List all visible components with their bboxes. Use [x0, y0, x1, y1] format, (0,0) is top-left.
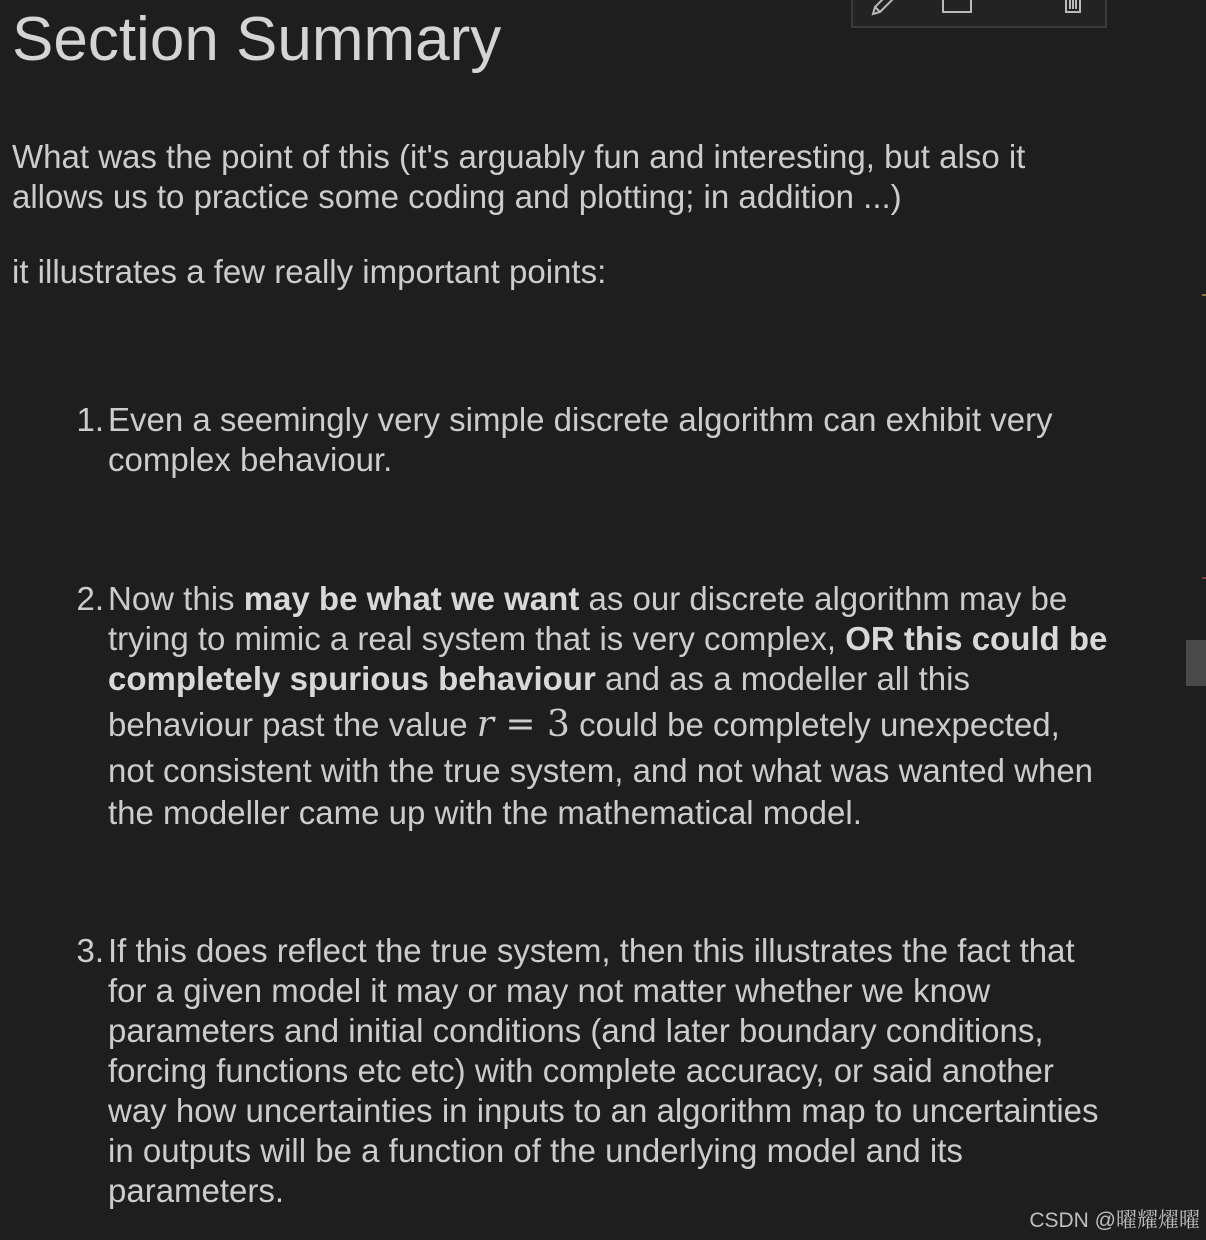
- list-number: 2.: [76, 580, 104, 617]
- text-segment: as our discrete algorithm may be: [588, 580, 1068, 617]
- list-line: for a given model it may or may not matter whether we know: [108, 972, 991, 1009]
- math-equals: = 3: [493, 704, 570, 745]
- intro-paragraph: [12, 137, 1162, 217]
- section-heading: Section Summary: [12, 5, 502, 74]
- bold-text: OR this could be: [845, 620, 1108, 657]
- text-segment: behaviour past the value: [108, 706, 468, 743]
- list-line: way how uncertainties in inputs to an algorithm map to uncertainties: [108, 1092, 1099, 1129]
- text-segment: could be completely unexpected,: [579, 706, 1060, 743]
- text-segment: trying to mimic a real system that is very complex,: [108, 620, 837, 657]
- list-line: parameters.: [108, 1172, 285, 1209]
- list-line: forcing functions etc etc) with complete accuracy, or said another: [108, 1052, 1054, 1089]
- text-segment: and as a modeller all this: [604, 660, 970, 697]
- split-cell-icon[interactable]: [941, 0, 969, 16]
- list-line: in outputs will be a function of the underlying model and its: [108, 1132, 963, 1169]
- list-line: complex behaviour.: [108, 441, 393, 478]
- cell-toolbar: [851, 0, 1107, 28]
- bold-text: completely spurious behaviour: [108, 660, 596, 697]
- math-variable: r: [476, 704, 494, 745]
- list-line: [108, 699, 1200, 749]
- list-line: parameters and initial conditions (and later boundary conditions,: [108, 1012, 1044, 1049]
- list-line: the modeller came up with the mathematical model.: [108, 794, 862, 831]
- list-line: [108, 659, 1200, 699]
- list-number: 3.: [76, 932, 104, 969]
- lead-paragraph: it illustrates a few really important points:: [12, 253, 607, 290]
- intro-line: What was the point of this (it's arguably fun and interesting, but also it: [12, 138, 1026, 175]
- list-item: [76, 400, 1200, 480]
- watermark: CSDN @曜耀燿曜: [1029, 1209, 1200, 1232]
- list-line: If this does reflect the true system, then this illustrates the fact that: [108, 932, 1075, 969]
- scrollbar-marker: [1202, 577, 1206, 579]
- more-icon[interactable]: [1001, 0, 1029, 16]
- list-item: [76, 931, 1200, 1211]
- vertical-scrollbar[interactable]: [1186, 0, 1206, 1240]
- list-line: [108, 619, 1200, 659]
- list-line: Even a seemingly very simple discrete algorithm can exhibit very: [108, 401, 1053, 438]
- list-line: not consistent with the true system, and not what was wanted when: [108, 752, 1094, 789]
- list-line: [108, 579, 1200, 619]
- scrollbar-marker: [1202, 294, 1206, 296]
- intro-line: allows us to practice some coding and plotting; in addition ...): [12, 178, 902, 215]
- list-item: [76, 579, 1200, 833]
- edit-icon[interactable]: [869, 0, 897, 16]
- text-segment: Now this: [108, 580, 235, 617]
- scrollbar-thumb[interactable]: [1186, 640, 1206, 686]
- math-expression: [477, 704, 570, 745]
- bold-text: may be what we want: [243, 580, 580, 617]
- delete-icon[interactable]: [1059, 0, 1087, 16]
- list-number: 1.: [76, 401, 104, 438]
